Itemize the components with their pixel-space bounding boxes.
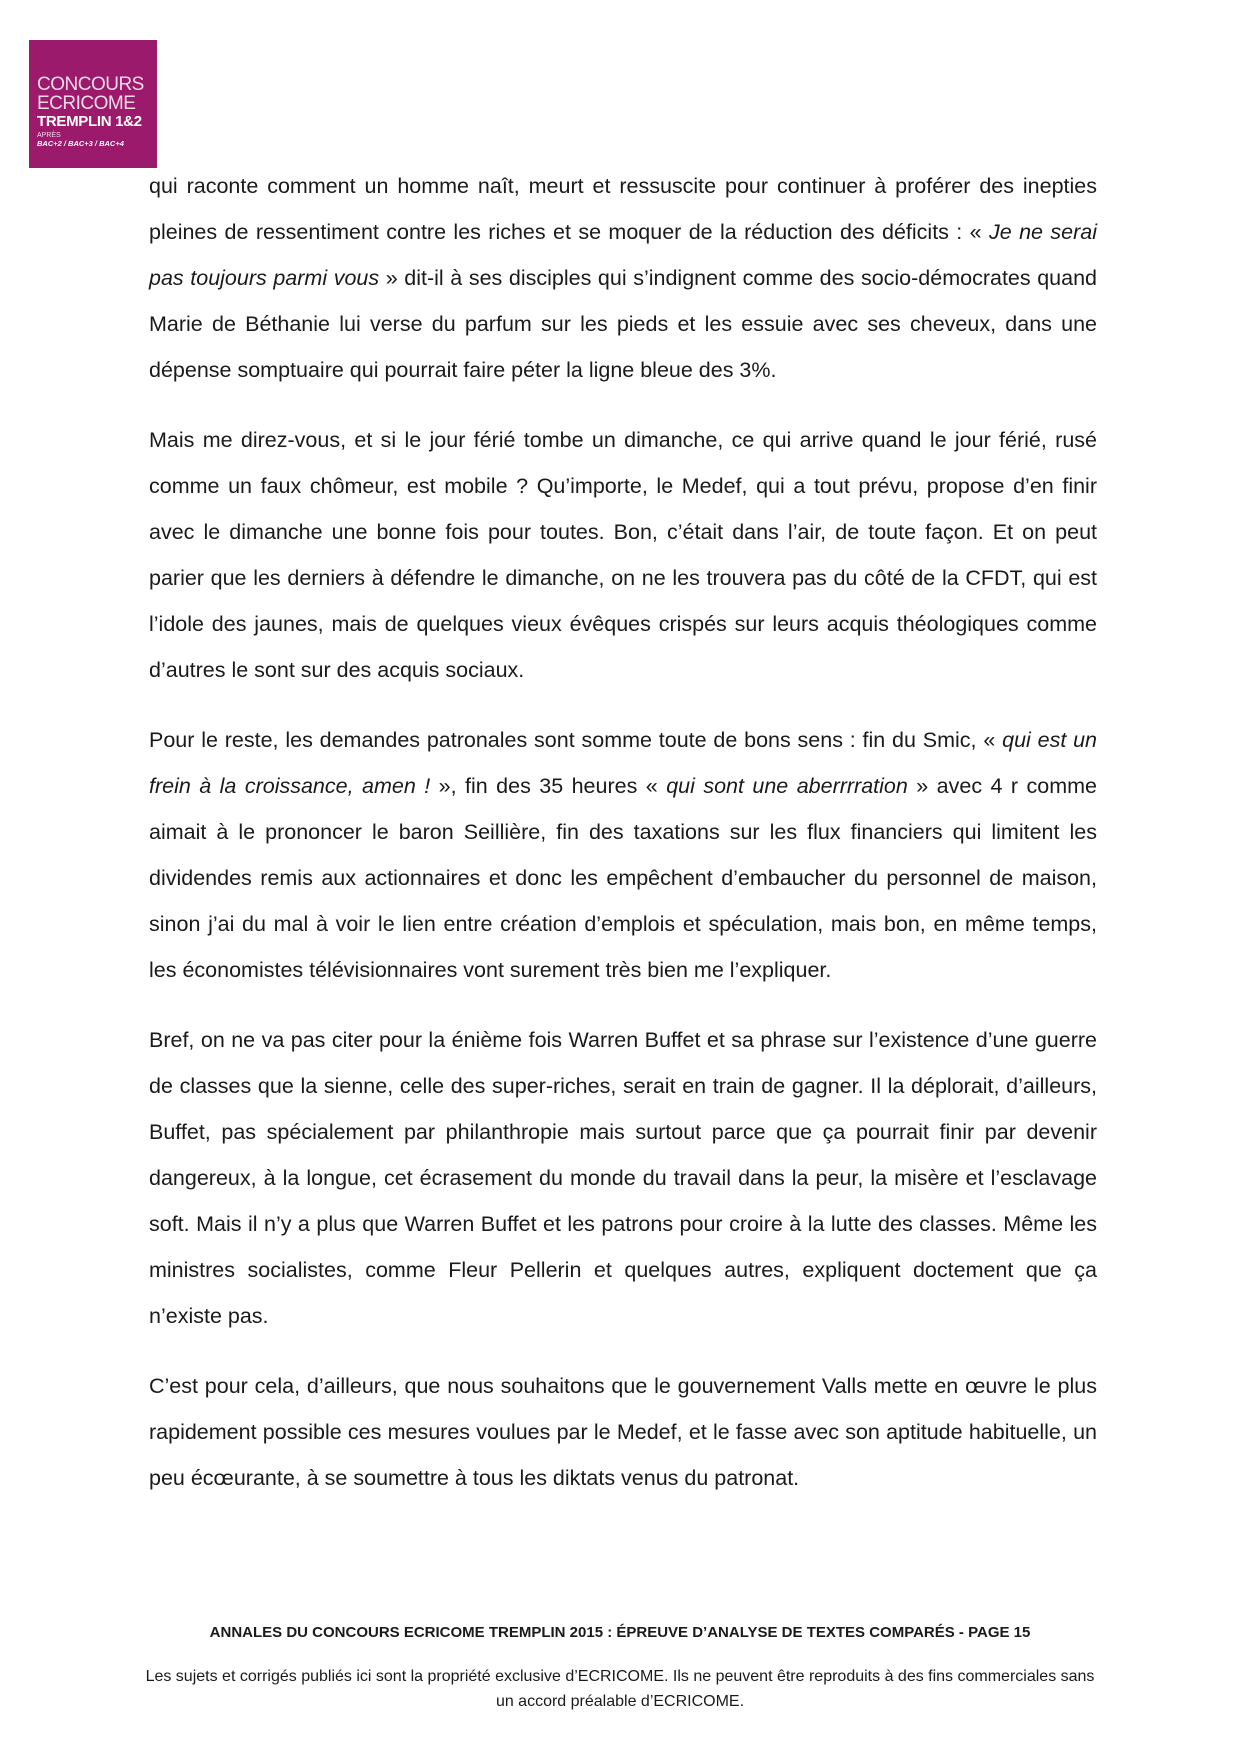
logo-line-ecricome: ECRICOME xyxy=(37,93,136,114)
body-text xyxy=(149,163,1097,1525)
footer-copyright-note: Les sujets et corrigés publiés ici sont la propriété exclusive d’ECRICOME. Ils ne peuvent être reproduits à des fins commerciales sans un accord préalable d’ECRICOME. xyxy=(145,1668,1095,1710)
paragraph-3 xyxy=(149,717,1097,993)
paragraph-2: Mais me direz-vous, et si le jour férié tombe un dimanche, ce qui arrive quand le jour férié, rusé comme un faux chômeur, est mobile ? Qu’importe, le Medef, qui a tout prévu, propose d’en finir avec le dimanche une bonne fois pour toutes. Bon, c’était dans l’air, de toute façon. Et on peut parier que les derniers à défendre le dimanche, on ne les trouvera pas du côté de la CFDT, qui est l’idole des jaunes, mais de quelques vieux évêques crispés sur leurs acquis théologiques comme d’autres le sont sur des acquis sociaux. xyxy=(149,428,1097,682)
logo-line-tremplin: TREMPLIN 1&2 xyxy=(37,113,142,130)
footer-title: ANNALES DU CONCOURS ECRICOME TREMPLIN 2015 : ÉPREUVE D’ANALYSE DE TEXTES COMPARÉS - PAGE 15 xyxy=(209,1624,1031,1641)
ecricome-logo xyxy=(29,40,157,168)
paragraph-1 xyxy=(149,163,1097,393)
p1-text-b: » dit-il à ses disciples qui s’indignent comme des socio-démocrates quand Marie de Béthanie lui verse du parfum sur les pieds et les essuie avec ses cheveux, dans une dépense somptuaire qui pourrait faire péter la ligne bleue des 3%. xyxy=(149,266,1098,382)
p3-text-b: », fin des 35 heures « xyxy=(430,774,667,798)
p3-text-c: » avec 4 r comme aimait à le prononcer le baron Seillière, fin des taxations sur les flux financiers qui limitent les dividendes remis aux actionnaires et donc les empêchent d’embaucher du personnel de maison, sinon j’ai du mal à voir le lien entre création d’emplois et spéculation, mais bon, en même temps, les économistes télévisionnaires vont surement très bien me l’expliquer. xyxy=(149,774,1097,982)
p1-italic-quote: Je ne serai pas toujours parmi vous xyxy=(149,220,1097,290)
logo-line-bac: BAC+2 / BAC+3 / BAC+4 xyxy=(37,139,124,148)
paragraph-5: C’est pour cela, d’ailleurs, que nous souhaitons que le gouvernement Valls mette en œuvre le plus rapidement possible ces mesures voulues par le Medef, et le fasse avec son aptitude habituelle, un peu écœurante, à se soumettre à tous les diktats venus du patronat. xyxy=(149,1374,1097,1490)
p3-italic-quote-2: qui sont une aberrrration xyxy=(666,774,908,798)
p1-text-a: qui raconte comment un homme naît, meurt et ressuscite pour continuer à proférer des inepties pleines de ressentiment contre les riches et se moquer de la réduction des déficits : « xyxy=(149,174,1097,244)
p3-italic-quote-1: qui est un frein à la croissance, amen ! xyxy=(149,728,1098,798)
p3-text-a: Pour le reste, les demandes patronales sont somme toute de bons sens : fin du Smic, « xyxy=(149,728,1003,752)
logo-line-concours: CONCOURS xyxy=(37,74,144,95)
logo-line-apres: APRÈS xyxy=(37,132,61,139)
paragraph-4: Bref, on ne va pas citer pour la énième fois Warren Buffet et sa phrase sur l’existence d’une guerre de classes que la sienne, celle des super-riches, serait en train de gagner. Il la déplorait, d’ailleurs, Buffet, pas spécialement par philanthropie mais surtout parce que ça pourrait finir par devenir dangereux, à la longue, cet écrasement du monde du travail dans la peur, la misère et l’esclavage soft. Mais il n’y a plus que Warren Buffet et les patrons pour croire à la lutte des classes. Même les ministres socialistes, comme Fleur Pellerin et quelques autres, expliquent doctement que ça n’existe pas. xyxy=(149,1028,1097,1328)
